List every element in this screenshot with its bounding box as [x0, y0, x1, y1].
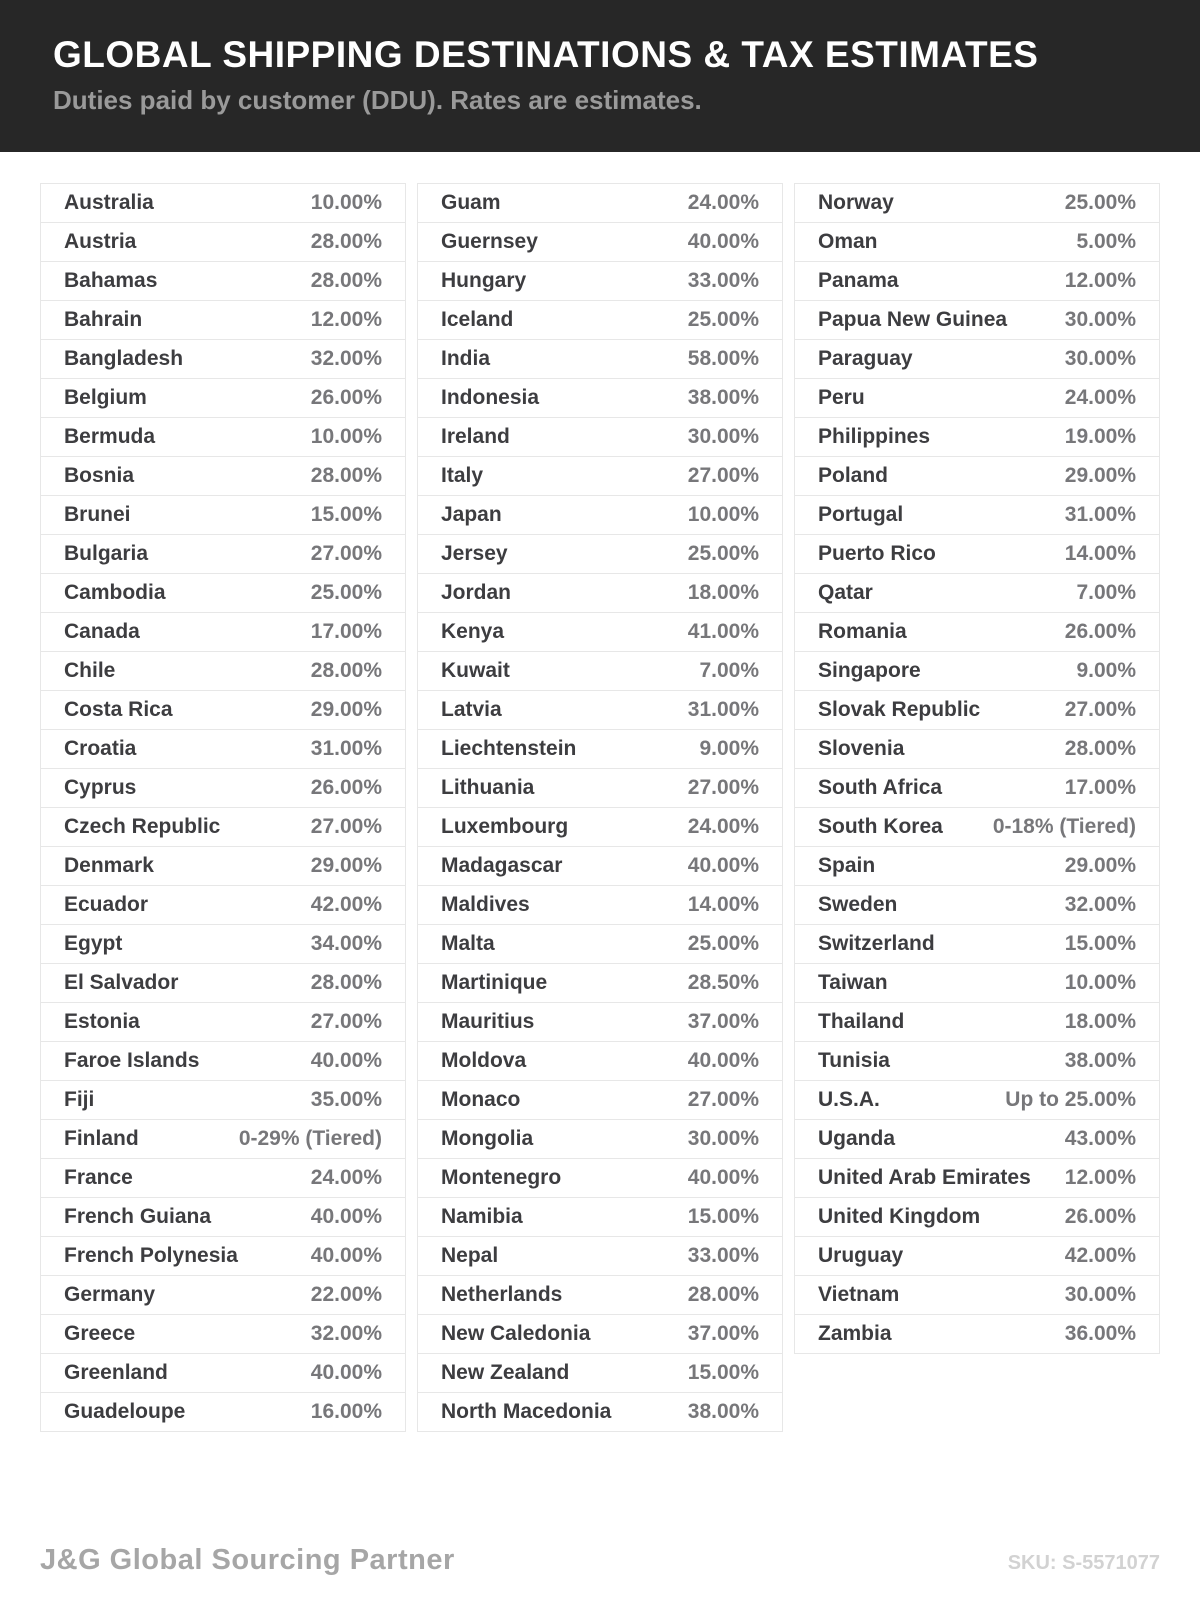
shipping-rates-table [40, 183, 1160, 1432]
country-name: Taiwan [818, 971, 888, 994]
tax-rate: 24.00% [687, 191, 759, 214]
tax-rate: 10.00% [687, 503, 759, 526]
table-row [795, 1237, 1159, 1276]
country-name: U.S.A. [818, 1088, 880, 1111]
table-row [795, 262, 1159, 301]
country-name: Belgium [64, 386, 147, 409]
country-name: United Kingdom [818, 1205, 981, 1228]
country-name: Estonia [64, 1010, 140, 1033]
table-row [795, 1042, 1159, 1081]
table-row [418, 379, 782, 418]
table-row [41, 223, 405, 262]
country-name: Luxembourg [441, 815, 569, 838]
country-name: Mongolia [441, 1127, 534, 1150]
tax-rate: 25.00% [687, 542, 759, 565]
tax-rate: 29.00% [1064, 854, 1136, 877]
tax-rate: 28.00% [310, 230, 382, 253]
country-name: Cambodia [64, 581, 166, 604]
tax-rate: 40.00% [310, 1205, 382, 1228]
tax-rate: 32.00% [310, 1322, 382, 1345]
tax-rate: 19.00% [1064, 425, 1136, 448]
table-row [41, 847, 405, 886]
table-row [418, 1120, 782, 1159]
tax-rate: 9.00% [1076, 659, 1136, 682]
table-row [795, 1003, 1159, 1042]
country-name: Paraguay [818, 347, 913, 370]
country-name: El Salvador [64, 971, 179, 994]
table-row [418, 535, 782, 574]
header-banner [0, 0, 1200, 152]
table-column-1 [40, 183, 406, 1432]
sku-label: SKU: S-5571077 [1007, 1552, 1160, 1574]
tax-rate: 30.00% [687, 1127, 759, 1150]
table-row [795, 1081, 1159, 1120]
table-row [41, 301, 405, 340]
country-name: Guernsey [441, 230, 538, 253]
table-row [418, 1354, 782, 1393]
table-row [41, 184, 405, 223]
tax-rate: 0-18% (Tiered) [992, 815, 1136, 838]
table-row [418, 1159, 782, 1198]
table-row [41, 574, 405, 613]
tax-rate: 32.00% [310, 347, 382, 370]
table-row [418, 847, 782, 886]
country-name: Greenland [64, 1361, 168, 1384]
country-name: Monaco [441, 1088, 521, 1111]
table-column-3 [794, 183, 1160, 1354]
country-name: Jersey [441, 542, 508, 565]
table-row [418, 1003, 782, 1042]
country-name: Nepal [441, 1244, 499, 1267]
tax-rate: 42.00% [1064, 1244, 1136, 1267]
table-row [41, 340, 405, 379]
tax-rate: 24.00% [1064, 386, 1136, 409]
tax-rate: 28.00% [1064, 737, 1136, 760]
tax-rate: 28.50% [687, 971, 759, 994]
tax-rate: 9.00% [699, 737, 759, 760]
tax-rate: 58.00% [687, 347, 759, 370]
tax-rate: 38.00% [1064, 1049, 1136, 1072]
tax-rate: 26.00% [1064, 620, 1136, 643]
table-row [795, 730, 1159, 769]
tax-rate: 27.00% [310, 1010, 382, 1033]
country-name: Switzerland [818, 932, 935, 955]
country-name: Spain [818, 854, 876, 877]
country-name: Martinique [441, 971, 548, 994]
table-row [795, 808, 1159, 847]
country-name: Tunisia [818, 1049, 890, 1072]
country-name: Bermuda [64, 425, 156, 448]
tax-rate: 5.00% [1076, 230, 1136, 253]
tax-rate: 38.00% [687, 1400, 759, 1423]
country-name: Guam [441, 191, 501, 214]
tax-rate: 24.00% [687, 815, 759, 838]
tax-rate: 28.00% [310, 659, 382, 682]
country-name: United Arab Emirates [818, 1166, 1031, 1189]
tax-rate: 33.00% [687, 269, 759, 292]
tax-rate: 42.00% [310, 893, 382, 916]
tax-rate: 27.00% [687, 776, 759, 799]
table-row [795, 418, 1159, 457]
tax-rate: 25.00% [1064, 191, 1136, 214]
country-name: Liechtenstein [441, 737, 577, 760]
table-row [41, 418, 405, 457]
country-name: Ecuador [64, 893, 149, 916]
tax-rate: 30.00% [1064, 1283, 1136, 1306]
table-row [418, 964, 782, 1003]
table-row [795, 886, 1159, 925]
tax-rate: 14.00% [687, 893, 759, 916]
country-name: Egypt [64, 932, 123, 955]
tax-rate: 15.00% [1064, 932, 1136, 955]
tax-rate: 25.00% [310, 581, 382, 604]
table-row [418, 691, 782, 730]
table-row [41, 769, 405, 808]
table-row [418, 613, 782, 652]
tax-rate: 15.00% [687, 1205, 759, 1228]
tax-rate: 12.00% [1064, 1166, 1136, 1189]
table-row [41, 1120, 405, 1159]
table-row [795, 223, 1159, 262]
tax-rate: 30.00% [1064, 308, 1136, 331]
table-row [41, 886, 405, 925]
footer [40, 1544, 1160, 1577]
table-row [418, 769, 782, 808]
table-row [418, 1393, 782, 1431]
tax-rate: 27.00% [310, 815, 382, 838]
tax-rate: 24.00% [310, 1166, 382, 1189]
tax-rate: 14.00% [1064, 542, 1136, 565]
tax-rate: 18.00% [1064, 1010, 1136, 1033]
country-name: Latvia [441, 698, 502, 721]
country-name: Czech Republic [64, 815, 221, 838]
table-row [418, 1081, 782, 1120]
country-name: Sweden [818, 893, 898, 916]
country-name: Fiji [64, 1088, 95, 1111]
tax-rate: 29.00% [310, 854, 382, 877]
country-name: Japan [441, 503, 502, 526]
table-row [795, 535, 1159, 574]
tax-rate: 27.00% [310, 542, 382, 565]
tax-rate: 18.00% [687, 581, 759, 604]
table-row [795, 184, 1159, 223]
table-row [41, 1393, 405, 1431]
tax-rate: 26.00% [1064, 1205, 1136, 1228]
tax-rate: 28.00% [310, 464, 382, 487]
table-row [41, 691, 405, 730]
table-row [418, 1237, 782, 1276]
table-row [41, 535, 405, 574]
table-row [418, 457, 782, 496]
country-name: Bangladesh [64, 347, 184, 370]
country-name: Kuwait [441, 659, 510, 682]
country-name: Kenya [441, 620, 505, 643]
tax-rate: 31.00% [1064, 503, 1136, 526]
table-row [41, 925, 405, 964]
tax-rate: 40.00% [687, 854, 759, 877]
table-row [795, 1315, 1159, 1353]
country-name: Philippines [818, 425, 931, 448]
table-row [418, 496, 782, 535]
country-name: Brunei [64, 503, 131, 526]
table-row [795, 340, 1159, 379]
country-name: Cyprus [64, 776, 137, 799]
tax-rate: 33.00% [687, 1244, 759, 1267]
tax-rate: 38.00% [687, 386, 759, 409]
table-row [795, 925, 1159, 964]
country-name: Lithuania [441, 776, 535, 799]
table-row [418, 652, 782, 691]
country-name: Singapore [818, 659, 921, 682]
table-row [795, 496, 1159, 535]
table-row [41, 730, 405, 769]
tax-rate: 36.00% [1064, 1322, 1136, 1345]
country-name: Oman [818, 230, 878, 253]
table-row [41, 379, 405, 418]
table-row [41, 1003, 405, 1042]
table-row [418, 340, 782, 379]
tax-rate: 17.00% [1064, 776, 1136, 799]
tax-rate: 25.00% [687, 308, 759, 331]
table-row [418, 886, 782, 925]
tax-rate: 12.00% [1064, 269, 1136, 292]
tax-rate: 40.00% [687, 1049, 759, 1072]
table-row [41, 808, 405, 847]
country-name: Bahrain [64, 308, 143, 331]
tax-rate: 31.00% [687, 698, 759, 721]
tax-rate: 26.00% [310, 386, 382, 409]
page-title: GLOBAL SHIPPING DESTINATIONS & TAX ESTIMATES [53, 34, 1039, 75]
table-row [418, 730, 782, 769]
country-name: North Macedonia [441, 1400, 612, 1423]
tax-rate: 28.00% [687, 1283, 759, 1306]
country-name: Ireland [441, 425, 510, 448]
tax-rate: 27.00% [1064, 698, 1136, 721]
table-row [41, 1276, 405, 1315]
tax-rate: 7.00% [1076, 581, 1136, 604]
tax-rate: 37.00% [687, 1010, 759, 1033]
table-row [795, 691, 1159, 730]
country-name: Norway [818, 191, 894, 214]
table-row [795, 1120, 1159, 1159]
tax-rate: 40.00% [310, 1244, 382, 1267]
tax-rate: 7.00% [699, 659, 759, 682]
country-name: Namibia [441, 1205, 523, 1228]
country-name: Mauritius [441, 1010, 535, 1033]
country-name: South Africa [818, 776, 943, 799]
table-row [795, 574, 1159, 613]
country-name: Zambia [818, 1322, 892, 1345]
table-row [795, 652, 1159, 691]
country-name: Bulgaria [64, 542, 149, 565]
table-row [41, 1042, 405, 1081]
country-name: South Korea [818, 815, 943, 838]
country-name: Poland [818, 464, 889, 487]
country-name: Panama [818, 269, 899, 292]
table-row [418, 574, 782, 613]
tax-rate: 25.00% [687, 932, 759, 955]
table-row [41, 1237, 405, 1276]
tax-rate: 0-29% (Tiered) [238, 1127, 382, 1150]
tax-rate: 31.00% [310, 737, 382, 760]
country-name: Finland [64, 1127, 139, 1150]
table-row [41, 457, 405, 496]
country-name: Papua New Guinea [818, 308, 1008, 331]
table-row [795, 1198, 1159, 1237]
table-row [41, 1198, 405, 1237]
table-row [418, 1276, 782, 1315]
country-name: Jordan [441, 581, 512, 604]
page-subtitle: Duties paid by customer (DDU). Rates are estimates. [53, 84, 702, 115]
table-row [41, 1315, 405, 1354]
tax-rate: 40.00% [687, 1166, 759, 1189]
table-row [795, 769, 1159, 808]
country-name: Moldova [441, 1049, 527, 1072]
tax-rate: 17.00% [310, 620, 382, 643]
country-name: Guadeloupe [64, 1400, 186, 1423]
table-row [41, 262, 405, 301]
country-name: Indonesia [441, 386, 540, 409]
country-name: Uruguay [818, 1244, 904, 1267]
tax-rate: 43.00% [1064, 1127, 1136, 1150]
country-name: Australia [64, 191, 154, 214]
table-row [41, 1354, 405, 1393]
tax-rate: 27.00% [687, 464, 759, 487]
tax-rate: 28.00% [310, 971, 382, 994]
tax-rate: 12.00% [310, 308, 382, 331]
tax-rate: 41.00% [687, 620, 759, 643]
table-row [795, 613, 1159, 652]
country-name: Slovenia [818, 737, 905, 760]
table-row [418, 1198, 782, 1237]
table-row [41, 496, 405, 535]
country-name: Bosnia [64, 464, 135, 487]
tax-rate: 32.00% [1064, 893, 1136, 916]
country-name: Austria [64, 230, 137, 253]
country-name: Costa Rica [64, 698, 173, 721]
table-row [418, 925, 782, 964]
country-name: India [441, 347, 491, 370]
country-name: French Guiana [64, 1205, 212, 1228]
country-name: Thailand [818, 1010, 905, 1033]
country-name: French Polynesia [64, 1244, 238, 1267]
country-name: Malta [441, 932, 495, 955]
country-name: New Zealand [441, 1361, 570, 1384]
table-row [418, 1042, 782, 1081]
tax-rate: 16.00% [310, 1400, 382, 1423]
table-row [795, 457, 1159, 496]
table-row [795, 1276, 1159, 1315]
tax-rate: 29.00% [310, 698, 382, 721]
brand-name: J&G Global Sourcing Partner [40, 1544, 455, 1576]
tax-rate: 34.00% [310, 932, 382, 955]
tax-rate: 10.00% [1064, 971, 1136, 994]
table-row [795, 301, 1159, 340]
country-name: Netherlands [441, 1283, 563, 1306]
tax-rate: Up to 25.00% [1005, 1088, 1136, 1111]
tax-rate: 26.00% [310, 776, 382, 799]
tax-rate: 28.00% [310, 269, 382, 292]
table-row [41, 1081, 405, 1120]
table-row [795, 379, 1159, 418]
table-row [41, 964, 405, 1003]
table-row [795, 1159, 1159, 1198]
country-name: Germany [64, 1283, 156, 1306]
country-name: Greece [64, 1322, 136, 1345]
tax-rate: 27.00% [687, 1088, 759, 1111]
tax-rate: 22.00% [310, 1283, 382, 1306]
tax-rate: 29.00% [1064, 464, 1136, 487]
country-name: Hungary [441, 269, 527, 292]
table-row [41, 613, 405, 652]
table-row [418, 262, 782, 301]
table-row [418, 418, 782, 457]
country-name: Bahamas [64, 269, 158, 292]
country-name: New Caledonia [441, 1322, 591, 1345]
country-name: Canada [64, 620, 140, 643]
tax-rate: 30.00% [1064, 347, 1136, 370]
country-name: Faroe Islands [64, 1049, 200, 1072]
table-column-2 [417, 183, 783, 1432]
table-row [418, 223, 782, 262]
country-name: Madagascar [441, 854, 563, 877]
table-row [418, 301, 782, 340]
tax-rate: 40.00% [310, 1049, 382, 1072]
country-name: Iceland [441, 308, 514, 331]
table-row [418, 808, 782, 847]
tax-rate: 35.00% [310, 1088, 382, 1111]
country-name: Slovak Republic [818, 698, 981, 721]
tax-rate: 37.00% [687, 1322, 759, 1345]
tax-rate: 30.00% [687, 425, 759, 448]
country-name: Croatia [64, 737, 137, 760]
tax-rate: 10.00% [310, 191, 382, 214]
table-row [418, 1315, 782, 1354]
tax-rate: 10.00% [310, 425, 382, 448]
tax-rate: 40.00% [687, 230, 759, 253]
country-name: Chile [64, 659, 116, 682]
table-row [41, 652, 405, 691]
country-name: Puerto Rico [818, 542, 936, 565]
country-name: Romania [818, 620, 907, 643]
country-name: Montenegro [441, 1166, 562, 1189]
country-name: Italy [441, 464, 484, 487]
country-name: Uganda [818, 1127, 896, 1150]
country-name: France [64, 1166, 133, 1189]
tax-rate: 15.00% [687, 1361, 759, 1384]
country-name: Maldives [441, 893, 530, 916]
table-row [418, 184, 782, 223]
table-row [41, 1159, 405, 1198]
country-name: Portugal [818, 503, 904, 526]
country-name: Vietnam [818, 1283, 900, 1306]
table-row [795, 964, 1159, 1003]
country-name: Qatar [818, 581, 873, 604]
tax-rate: 15.00% [310, 503, 382, 526]
country-name: Denmark [64, 854, 154, 877]
table-row [795, 847, 1159, 886]
country-name: Peru [818, 386, 865, 409]
tax-rate: 40.00% [310, 1361, 382, 1384]
